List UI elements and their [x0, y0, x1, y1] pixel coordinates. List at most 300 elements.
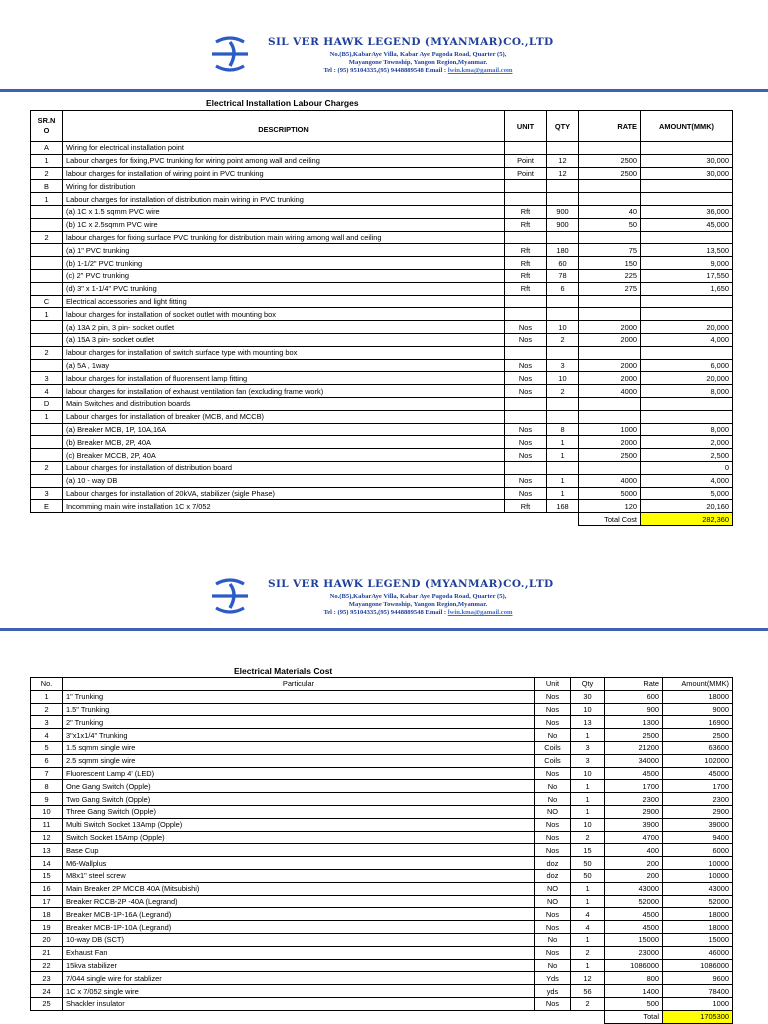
table-row [31, 690, 733, 703]
amount-cell: 45000 [663, 767, 733, 780]
srno-cell: 2 [31, 461, 63, 474]
srno-cell [31, 205, 63, 218]
unit-cell: Nos [535, 716, 571, 729]
particular-cell: Three Gang Switch (Opple) [63, 805, 535, 818]
rate-cell: 1400 [605, 985, 663, 998]
no-cell: 18 [31, 908, 63, 921]
qty-cell [547, 308, 579, 321]
unit-cell: Coils [535, 754, 571, 767]
unit-cell: Nos [535, 908, 571, 921]
amount-cell: 2,000 [641, 436, 733, 449]
table-row [31, 869, 733, 882]
unit-cell: Nos [535, 946, 571, 959]
table-row [31, 346, 733, 359]
rate-cell: 21200 [605, 741, 663, 754]
col-header-no: No. [31, 678, 63, 691]
description-cell: Wiring for electrical installation point [63, 142, 505, 155]
qty-cell: 4 [571, 921, 605, 934]
particular-cell: Fluorescent Lamp 4' (LED) [63, 767, 535, 780]
unit-cell [505, 180, 547, 193]
no-cell: 8 [31, 780, 63, 793]
rate-cell: 23000 [605, 946, 663, 959]
no-cell: 19 [31, 921, 63, 934]
col-header-qty: QTY [547, 111, 579, 142]
qty-cell: 1 [547, 449, 579, 462]
amount-cell: 30,000 [641, 154, 733, 167]
table-row [31, 295, 733, 308]
particular-cell: 1" Trunking [63, 690, 535, 703]
amount-cell: 18000 [663, 921, 733, 934]
unit-cell: Coils [535, 741, 571, 754]
col-header-rate: Rate [605, 678, 663, 691]
srno-cell [31, 282, 63, 295]
rate-cell [579, 346, 641, 359]
table-row [31, 767, 733, 780]
srno-cell [31, 244, 63, 257]
srno-cell: E [31, 500, 63, 513]
empty-cell [505, 513, 547, 526]
table-row [31, 844, 733, 857]
amount-cell: 52000 [663, 895, 733, 908]
table-row [31, 397, 733, 410]
table-row [31, 180, 733, 193]
description-cell: (a) 1" PVC trunking [63, 244, 505, 257]
qty-cell: 4 [571, 908, 605, 921]
table-row [31, 487, 733, 500]
table-row [31, 333, 733, 346]
table-row [31, 908, 733, 921]
particular-cell: Breaker RCCB-2P -40A (Legrand) [63, 895, 535, 908]
no-cell: 15 [31, 869, 63, 882]
no-cell: 7 [31, 767, 63, 780]
rate-cell: 4700 [605, 831, 663, 844]
qty-cell: 3 [571, 754, 605, 767]
description-cell: (c) Breaker MCCB, 2P, 40A [63, 449, 505, 462]
srno-cell: 2 [31, 167, 63, 180]
srno-cell [31, 321, 63, 334]
labour-table-title: Electrical Installation Labour Charges [206, 98, 359, 108]
rate-cell [579, 231, 641, 244]
rate-cell: 2000 [579, 359, 641, 372]
rate-cell: 4500 [605, 908, 663, 921]
description-cell: (a) 5A , 1way [63, 359, 505, 372]
amount-cell: 15000 [663, 933, 733, 946]
unit-cell: No [535, 780, 571, 793]
amount-cell: 1,650 [641, 282, 733, 295]
amount-cell: 8,000 [641, 423, 733, 436]
qty-cell: 10 [571, 767, 605, 780]
rate-cell: 75 [579, 244, 641, 257]
col-header-particular: Particular [63, 678, 535, 691]
table-row [31, 257, 733, 270]
particular-cell: 15kva stabilizer [63, 959, 535, 972]
rate-cell: 500 [605, 997, 663, 1010]
company-name: SIL VER HAWK LEGEND (MYANMAR)CO.,LTD [268, 578, 554, 590]
amount-cell [641, 410, 733, 423]
qty-cell: 10 [571, 818, 605, 831]
materials-table-title: Electrical Materials Cost [234, 666, 333, 676]
no-cell: 21 [31, 946, 63, 959]
description-cell: (a) 13A 2 pin, 3 pin- socket outlet [63, 321, 505, 334]
unit-cell: doz [535, 857, 571, 870]
qty-cell: 50 [571, 857, 605, 870]
unit-cell: Yds [535, 972, 571, 985]
materials-cost-table [30, 677, 733, 1024]
table-row [31, 831, 733, 844]
amount-cell: 20,160 [641, 500, 733, 513]
table-row [31, 461, 733, 474]
description-cell: labour charges for installation of socket outlet with mounting box [63, 308, 505, 321]
unit-cell [505, 308, 547, 321]
qty-cell: 1 [571, 959, 605, 972]
qty-cell: 1 [547, 487, 579, 500]
unit-cell: Nos [505, 423, 547, 436]
particular-cell: 10-way DB (SCT) [63, 933, 535, 946]
rate-cell [579, 180, 641, 193]
table-row [31, 154, 733, 167]
amount-cell: 20,000 [641, 321, 733, 334]
amount-cell: 1086000 [663, 959, 733, 972]
unit-cell: Nos [535, 690, 571, 703]
qty-cell: 1 [571, 729, 605, 742]
table-row [31, 754, 733, 767]
description-cell: Labour charges for installation of 20kVA, stabilizer (sigle Phase) [63, 487, 505, 500]
unit-cell: Nos [505, 474, 547, 487]
total-value: 1705300 [663, 1010, 733, 1023]
rate-cell: 2000 [579, 436, 641, 449]
qty-cell: 15 [571, 844, 605, 857]
particular-cell: Two Gang Switch (Opple) [63, 793, 535, 806]
qty-cell: 56 [571, 985, 605, 998]
qty-cell: 12 [547, 154, 579, 167]
table-row [31, 729, 733, 742]
amount-cell: 13,500 [641, 244, 733, 257]
unit-cell: doz [535, 869, 571, 882]
amount-cell: 18000 [663, 690, 733, 703]
address-line-2: Mayangone Township, Yangon Region,Myanmar. [348, 59, 488, 66]
rate-cell: 275 [579, 282, 641, 295]
amount-cell: 20,000 [641, 372, 733, 385]
rate-cell: 200 [605, 869, 663, 882]
empty-cell [547, 513, 579, 526]
unit-cell: No [535, 729, 571, 742]
description-cell: (b) Breaker MCB, 2P, 40A [63, 436, 505, 449]
amount-cell: 39000 [663, 818, 733, 831]
col-header-rate: RATE [579, 111, 641, 142]
col-header-qty: Qty [571, 678, 605, 691]
particular-cell: 2" Trunking [63, 716, 535, 729]
unit-cell: yds [535, 985, 571, 998]
rate-cell: 400 [605, 844, 663, 857]
amount-cell: 10000 [663, 857, 733, 870]
rate-cell: 52000 [605, 895, 663, 908]
table-row [31, 167, 733, 180]
qty-cell: 900 [547, 218, 579, 231]
amount-cell: 2,500 [641, 449, 733, 462]
qty-cell: 1 [547, 474, 579, 487]
rate-cell: 1700 [605, 780, 663, 793]
email-link[interactable]: lwin.kma@gamail.com [447, 67, 513, 74]
rate-cell: 200 [605, 857, 663, 870]
table-row [31, 805, 733, 818]
srno-cell [31, 218, 63, 231]
rate-cell: 600 [605, 690, 663, 703]
description-cell: labour charges for installation of wiring point in PVC trunking [63, 167, 505, 180]
table-row [31, 449, 733, 462]
amount-cell [641, 193, 733, 206]
amount-cell: 2500 [663, 729, 733, 742]
rate-cell: 5000 [579, 487, 641, 500]
srno-cell: 1 [31, 193, 63, 206]
empty-cell [571, 1010, 605, 1023]
rate-cell: 120 [579, 500, 641, 513]
empty-cell [63, 513, 505, 526]
qty-cell: 180 [547, 244, 579, 257]
srno-cell: B [31, 180, 63, 193]
table-row [31, 972, 733, 985]
rate-cell: 15000 [605, 933, 663, 946]
table-row [31, 231, 733, 244]
unit-cell: Nos [535, 921, 571, 934]
unit-cell: NO [535, 882, 571, 895]
rate-cell [579, 193, 641, 206]
table-row [31, 946, 733, 959]
description-cell: Labour charges for installation of distribution board [63, 461, 505, 474]
srno-cell [31, 269, 63, 282]
particular-cell: 2.5 sqmm single wire [63, 754, 535, 767]
table-row [31, 244, 733, 257]
rate-cell: 3900 [605, 818, 663, 831]
srno-cell: 1 [31, 154, 63, 167]
table-row [31, 882, 733, 895]
table-row [31, 985, 733, 998]
rate-cell [579, 295, 641, 308]
unit-cell [505, 410, 547, 423]
unit-cell [505, 461, 547, 474]
particular-cell: 3"x1x1/4" Trunking [63, 729, 535, 742]
letterhead-top [208, 30, 564, 92]
no-cell: 6 [31, 754, 63, 767]
amount-cell [641, 180, 733, 193]
amount-cell: 4,000 [641, 474, 733, 487]
header-rule [0, 89, 768, 92]
unit-cell: Point [505, 167, 547, 180]
amount-cell: 6,000 [641, 359, 733, 372]
table-row [31, 933, 733, 946]
rate-cell: 2500 [579, 167, 641, 180]
qty-cell: 2 [571, 946, 605, 959]
table-row [31, 321, 733, 334]
amount-cell [641, 142, 733, 155]
description-cell: (b) 1C x 2.5sqmm PVC wire [63, 218, 505, 231]
rate-cell: 2900 [605, 805, 663, 818]
total-label: Total Cost [579, 513, 641, 526]
particular-cell: Switch Socket 15Amp (Opple) [63, 831, 535, 844]
table-row [31, 423, 733, 436]
qty-cell: 2 [547, 333, 579, 346]
no-cell: 20 [31, 933, 63, 946]
particular-cell: One Gang Switch (Opple) [63, 780, 535, 793]
description-cell: Main Switches and distribution boards [63, 397, 505, 410]
unit-cell: Rft [505, 282, 547, 295]
table-row [31, 308, 733, 321]
unit-cell: Nos [505, 449, 547, 462]
table-row [31, 142, 733, 155]
amount-cell: 6000 [663, 844, 733, 857]
description-cell: labour charges for installation of fluorensent lamp fitting [63, 372, 505, 385]
qty-cell [547, 346, 579, 359]
email-link[interactable]: lwin.kma@gamail.com [447, 609, 513, 616]
particular-cell: Main Breaker 2P MCCB 40A (Mitsubishi) [63, 882, 535, 895]
qty-cell: 13 [571, 716, 605, 729]
no-cell: 12 [31, 831, 63, 844]
rate-cell [579, 308, 641, 321]
unit-cell: No [535, 793, 571, 806]
rate-cell: 2000 [579, 333, 641, 346]
labour-charges-table [30, 110, 733, 526]
no-cell: 22 [31, 959, 63, 972]
header-rule [0, 628, 768, 631]
srno-cell: 3 [31, 487, 63, 500]
rate-cell: 800 [605, 972, 663, 985]
rate-cell: 1300 [605, 716, 663, 729]
unit-cell: Nos [535, 844, 571, 857]
qty-cell [547, 410, 579, 423]
srno-cell: 1 [31, 410, 63, 423]
no-cell: 2 [31, 703, 63, 716]
amount-cell: 0 [641, 461, 733, 474]
unit-cell: Rft [505, 218, 547, 231]
rate-cell: 225 [579, 269, 641, 282]
amount-cell: 1700 [663, 780, 733, 793]
amount-cell: 78400 [663, 985, 733, 998]
qty-cell: 1 [571, 793, 605, 806]
table-row [31, 818, 733, 831]
table-row [31, 385, 733, 398]
qty-cell [547, 180, 579, 193]
table-row [31, 716, 733, 729]
particular-cell: Exhaust Fan [63, 946, 535, 959]
rate-cell: 4000 [579, 474, 641, 487]
qty-cell: 10 [547, 372, 579, 385]
srno-cell [31, 474, 63, 487]
col-header-srno: SR.N O [31, 111, 63, 142]
srno-cell: C [31, 295, 63, 308]
table-row [31, 410, 733, 423]
empty-cell [63, 1010, 535, 1023]
empty-cell [31, 1010, 63, 1023]
qty-cell: 50 [571, 869, 605, 882]
description-cell: (d) 3" x 1-1/4" PVC trunking [63, 282, 505, 295]
amount-cell: 10000 [663, 869, 733, 882]
unit-cell: Nos [535, 767, 571, 780]
qty-cell: 900 [547, 205, 579, 218]
srno-cell: 2 [31, 346, 63, 359]
table-row [31, 959, 733, 972]
unit-cell: Nos [505, 359, 547, 372]
amount-cell: 16900 [663, 716, 733, 729]
total-row [31, 1010, 733, 1023]
unit-cell: NO [535, 805, 571, 818]
amount-cell [641, 308, 733, 321]
srno-cell: 2 [31, 231, 63, 244]
qty-cell: 2 [547, 385, 579, 398]
no-cell: 1 [31, 690, 63, 703]
qty-cell [547, 231, 579, 244]
amount-cell [641, 295, 733, 308]
amount-cell: 43000 [663, 882, 733, 895]
description-cell: Labour charges for fixing,PVC trunking for wiring point among wall and ceiling [63, 154, 505, 167]
qty-cell: 8 [547, 423, 579, 436]
contact-line [268, 67, 568, 74]
table-row [31, 359, 733, 372]
srno-cell: 4 [31, 385, 63, 398]
description-cell: Labour charges for installation of distribution main wiring in PVC trunking [63, 193, 505, 206]
total-row [31, 513, 733, 526]
rate-cell: 2000 [579, 372, 641, 385]
qty-cell: 12 [571, 972, 605, 985]
description-cell: (a) 1C x 1.5 sqmm PVC wire [63, 205, 505, 218]
qty-cell [547, 295, 579, 308]
table-row [31, 372, 733, 385]
qty-cell: 12 [547, 167, 579, 180]
rate-cell: 2500 [579, 449, 641, 462]
amount-cell: 2900 [663, 805, 733, 818]
no-cell: 16 [31, 882, 63, 895]
col-header-unit: UNIT [505, 111, 547, 142]
unit-cell: Rft [505, 205, 547, 218]
rate-cell: 34000 [605, 754, 663, 767]
rate-cell: 2500 [605, 729, 663, 742]
no-cell: 17 [31, 895, 63, 908]
table-row [31, 793, 733, 806]
rate-cell [579, 142, 641, 155]
rate-cell: 43000 [605, 882, 663, 895]
srno-cell: A [31, 142, 63, 155]
unit-cell: Rft [505, 244, 547, 257]
qty-cell [547, 461, 579, 474]
amount-cell: 9,000 [641, 257, 733, 270]
particular-cell: M8x1" steel screw [63, 869, 535, 882]
unit-cell: Nos [505, 333, 547, 346]
unit-cell: Nos [535, 703, 571, 716]
table-row [31, 895, 733, 908]
description-cell: Electrical accessories and light fitting [63, 295, 505, 308]
empty-cell [31, 513, 63, 526]
rate-cell [579, 410, 641, 423]
table-row [31, 436, 733, 449]
unit-cell: Nos [505, 487, 547, 500]
unit-cell: Nos [535, 818, 571, 831]
col-header-amount: AMOUNT(MMK) [641, 111, 733, 142]
srno-cell: D [31, 397, 63, 410]
srno-cell [31, 333, 63, 346]
no-cell: 24 [31, 985, 63, 998]
amount-cell: 46000 [663, 946, 733, 959]
address-line-2: Mayangone Township, Yangon Region,Myanmar. [348, 601, 488, 608]
col-header-amount: Amount(MMK) [663, 678, 733, 691]
amount-cell: 2300 [663, 793, 733, 806]
no-cell: 5 [31, 741, 63, 754]
srno-cell [31, 257, 63, 270]
company-name: SIL VER HAWK LEGEND (MYANMAR)CO.,LTD [268, 36, 554, 48]
table-row [31, 921, 733, 934]
qty-cell: 60 [547, 257, 579, 270]
rate-cell: 40 [579, 205, 641, 218]
qty-cell [547, 142, 579, 155]
description-cell: Labour charges for installation of breaker (MCB, and MCCB) [63, 410, 505, 423]
rate-cell: 50 [579, 218, 641, 231]
